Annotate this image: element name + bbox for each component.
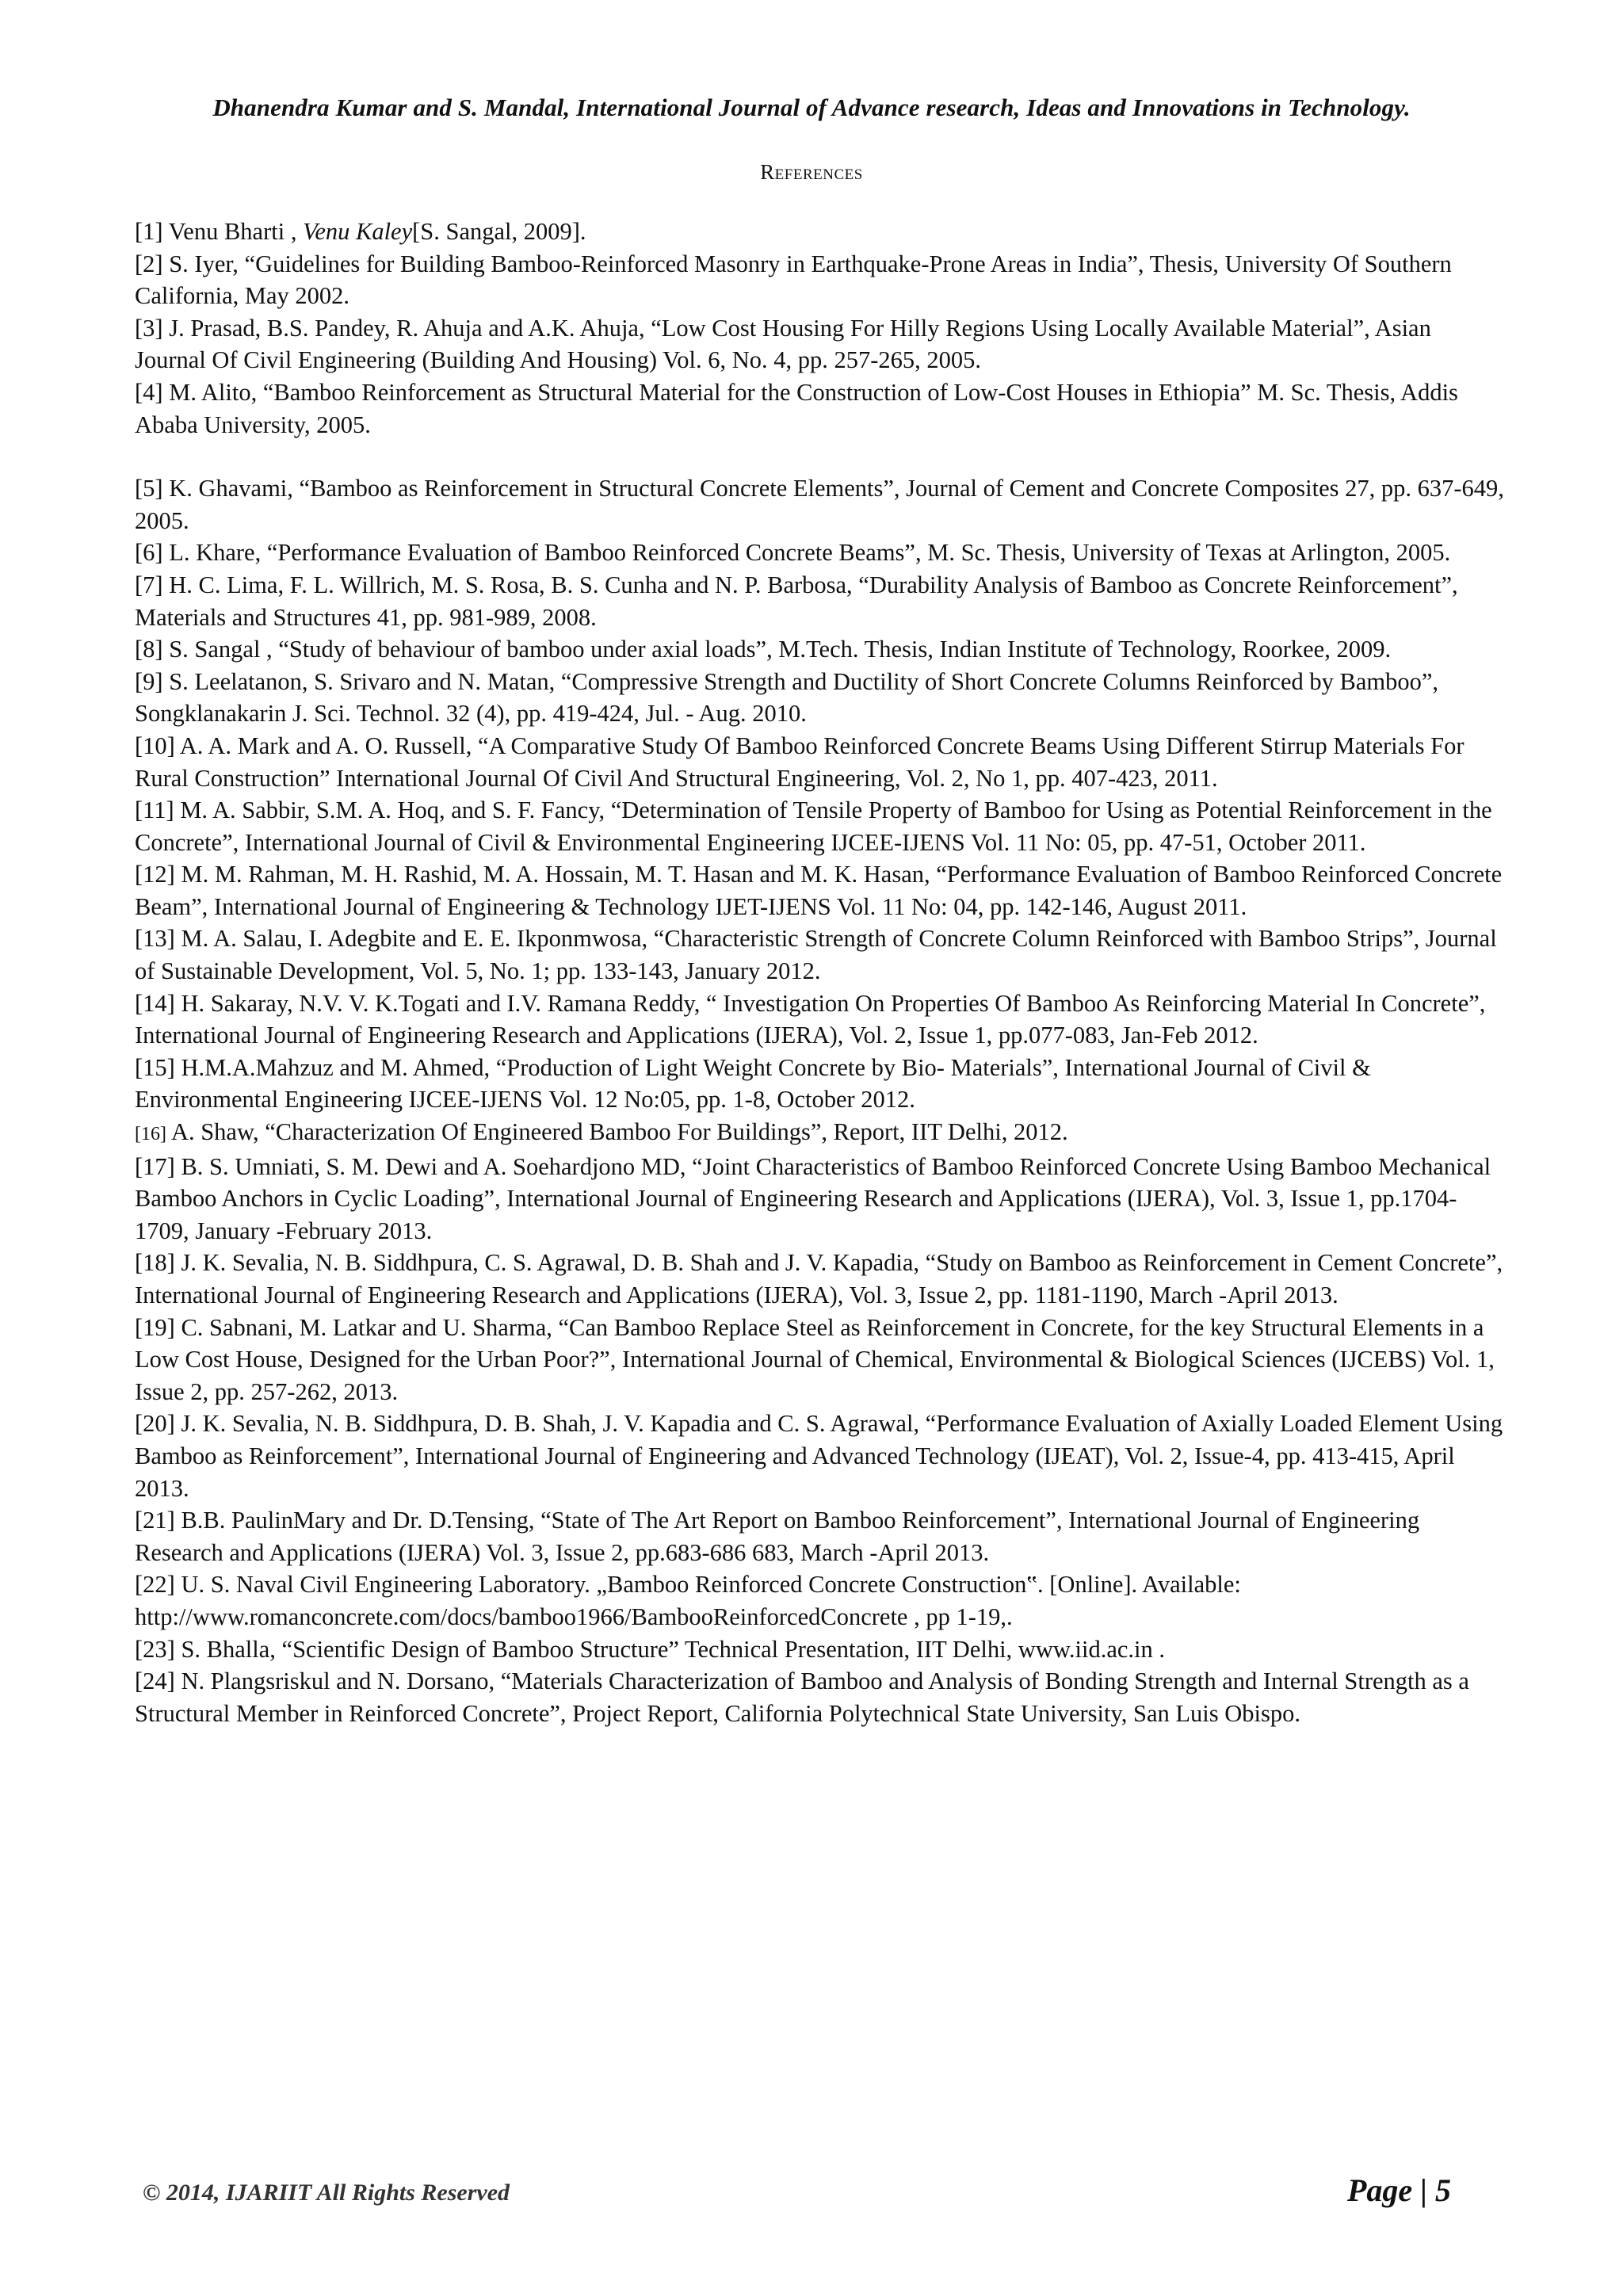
reference-number: [17] [135, 1152, 175, 1180]
copyright-footer: © 2014, IJARIIT All Rights Reserved [143, 2179, 510, 2206]
reference-number: [19] [135, 1313, 175, 1341]
reference-number: [6] [135, 539, 163, 567]
reference-italic: Venu Kaley [303, 218, 413, 245]
reference-number: [21] [135, 1507, 175, 1534]
reference-entry [135, 216, 1506, 248]
reference-text: M. M. Rahman, M. H. Rashid, M. A. Hossain, M. T. Hasan and M. K. Hasan, “Performance Evaluation of Bamboo Reinforced Concrete Beam”, International Journal of Engineering & Technology IJET-IJENS Vol. 11 No: 04, pp. 142-146, August 2011. [135, 861, 1503, 920]
reference-entry [135, 923, 1506, 987]
reference-entry [135, 1665, 1506, 1729]
reference-number: [14] [135, 989, 175, 1017]
reference-entry [135, 312, 1506, 376]
reference-text: H. C. Lima, F. L. Willrich, M. S. Rosa, B. S. Cunha and N. P. Barbosa, “Durability Analysis of Bamboo as Concrete Reinforcement”, Materials and Structures 41, pp. 981-989, 2008. [135, 571, 1458, 631]
reference-entry [135, 666, 1506, 730]
reference-entry [135, 1568, 1506, 1633]
reference-text: Venu Bharti , [168, 218, 304, 245]
reference-text: A. A. Mark and A. O. Russell, “A Comparative Study Of Bamboo Reinforced Concrete Beams Using Different Stirrup Materials For Rural Construction” International Journal Of Civil And Structural Engineering, Vol. 2, No 1, pp. 407-423, 2011. [135, 732, 1465, 792]
reference-number: [18] [135, 1249, 175, 1277]
reference-text: M. A. Salau, I. Adegbite and E. E. Ikponmwosa, “Characteristic Strength of Concrete Column Reinforced with Bamboo Strips”, Journal of Sustainable Development, Vol. 5, No. 1; pp. 133-143, January 2012. [135, 925, 1497, 985]
reference-entry [135, 1312, 1506, 1408]
reference-number: [12] [135, 861, 175, 888]
reference-text: U. S. Naval Civil Engineering Laboratory. „Bamboo Reinforced Concrete Construction‟. [Online]. Available: http://www.romanconcrete.com/docs/bamboo1966/BambooReinforcedConcrete , pp 1-19,. [135, 1571, 1241, 1630]
reference-entry [135, 1633, 1506, 1666]
reference-entry [135, 794, 1506, 858]
reference-entry [135, 858, 1506, 923]
reference-text: S. Iyer, “Guidelines for Building Bamboo-Reinforced Masonry in Earthquake-Prone Areas in India”, Thesis, University Of Southern California, May 2002. [135, 250, 1452, 310]
reference-number: [7] [135, 571, 163, 598]
reference-tail: [S. Sangal, 2009]. [412, 218, 586, 245]
reference-number: [3] [135, 314, 163, 342]
reference-number: [22] [135, 1571, 175, 1599]
reference-text: B. S. Umniati, S. M. Dewi and A. Soehardjono MD, “Joint Characteristics of Bamboo Reinforced Concrete Using Bamboo Mechanical Bamboo Anchors in Cyclic Loading”, International Journal of Engineering Research and Applications (IJERA), Vol. 3, Issue 1, pp.1704-1709, January -February 2013. [135, 1152, 1491, 1244]
reference-number: [9] [135, 667, 163, 695]
reference-text: H.M.A.Mahzuz and M. Ahmed, “Production of Light Weight Concrete by Bio- Materials”, International Journal of Civil & Environmental Engineering IJCEE-IJENS Vol. 12 No:05, pp. 1-8, October 2012. [135, 1053, 1371, 1114]
reference-number: [24] [135, 1668, 175, 1695]
reference-number: [13] [135, 925, 175, 953]
reference-text: M. Alito, “Bamboo Reinforcement as Structural Material for the Construction of Low-Cost Houses in Ethiopia” M. Sc. Thesis, Addis Ababa University, 2005. [135, 378, 1458, 438]
reference-text: H. Sakaray, N.V. V. K.Togati and I.V. Ramana Reddy, “ Investigation On Properties Of Bamboo As Reinforcing Material In Concrete”, International Journal of Engineering Research and Applications (IJERA), Vol. 2, Issue 1, pp.077-083, Jan-Feb 2012. [135, 989, 1486, 1049]
running-header: Dhanendra Kumar and S. Mandal, International Journal of Advance research, Ideas and Innovations in Technology. [212, 94, 1411, 121]
reference-text: S. Bhalla, “Scientific Design of Bamboo Structure” Technical Presentation, IIT Delhi, www.iid.ac.in . [181, 1635, 1166, 1663]
reference-text: K. Ghavami, “Bamboo as Reinforcement in Structural Concrete Elements”, Journal of Cement and Concrete Composites 27, pp. 637-649, 2005. [135, 475, 1504, 534]
reference-number: [20] [135, 1410, 175, 1438]
reference-number: [15] [135, 1053, 175, 1081]
reference-entry [135, 376, 1506, 441]
reference-entry [135, 1247, 1506, 1311]
reference-text: J. K. Sevalia, N. B. Siddhpura, D. B. Shah, J. V. Kapadia and C. S. Agrawal, “Performance Evaluation of Axially Loaded Element Using Bamboo as Reinforcement”, International Journal of Engineering and Advanced Technology (IJEAT), Vol. 2, Issue-4, pp. 413-415, April 2013. [135, 1410, 1503, 1502]
reference-entry [135, 1408, 1506, 1504]
reference-entry [135, 1116, 1506, 1151]
reference-text: C. Sabnani, M. Latkar and U. Sharma, “Can Bamboo Replace Steel as Reinforcement in Concrete, for the key Structural Elements in a Low Cost House, Designed for the Urban Poor?”, International Journal of Chemical, Environmental & Biological Sciences (IJCEBS) Vol. 1, Issue 2, pp. 257-262, 2013. [135, 1313, 1495, 1405]
reference-text: N. Plangsriskul and N. Dorsano, “Materials Characterization of Bamboo and Analysis of Bonding Strength and Internal Strength as a Structural Member in Reinforced Concrete”, Project Report, California Polytechnical State University, San Luis Obispo. [135, 1668, 1469, 1727]
reference-text: A. Shaw, “Characterization Of Engineered Bamboo For Buildings”, Report, IIT Delhi, 2012. [170, 1118, 1068, 1146]
reference-text: S. Sangal , “Study of behaviour of bamboo under axial loads”, M.Tech. Thesis, Indian Institute of Technology, Roorkee, 2009. [169, 636, 1392, 663]
reference-entry [135, 1504, 1506, 1568]
page-number: Page | 5 [1347, 2172, 1451, 2208]
reference-entry [135, 730, 1506, 794]
reference-entry [135, 472, 1506, 537]
reference-number: [8] [135, 636, 163, 663]
reference-number: [16] [135, 1124, 166, 1145]
reference-number: [10] [135, 732, 175, 759]
reference-text: J. K. Sevalia, N. B. Siddhpura, C. S. Agrawal, D. B. Shah and J. V. Kapadia, “Study on Bamboo as Reinforcement in Cement Concrete”, International Journal of Engineering Research and Applications (IJERA), Vol. 3, Issue 2, pp. 1181-1190, March -April 2013. [135, 1249, 1503, 1308]
reference-number: [5] [135, 475, 163, 502]
reference-entry [135, 569, 1506, 633]
reference-text: B.B. PaulinMary and Dr. D.Tensing, “State of The Art Report on Bamboo Reinforcement”, International Journal of Engineering Research and Applications (IJERA) Vol. 3, Issue 2, pp.683-686 683, March -April 2013. [135, 1507, 1420, 1566]
reference-number: [2] [135, 250, 163, 277]
reference-entry [135, 988, 1506, 1052]
section-title: References [760, 160, 863, 184]
reference-text: M. A. Sabbir, S.M. A. Hoq, and S. F. Fancy, “Determination of Tensile Property of Bamboo for Using as Potential Reinforcement in the Concrete”, International Journal of Civil & Environmental Engineering IJCEE-IJENS Vol. 11 No: 05, pp. 47-51, October 2011. [135, 797, 1492, 856]
reference-text: J. Prasad, B.S. Pandey, R. Ahuja and A.K. Ahuja, “Low Cost Housing For Hilly Regions Using Locally Available Material”, Asian Journal Of Civil Engineering (Building And Housing) Vol. 6, No. 4, pp. 257-265, 2005. [135, 314, 1431, 374]
reference-text: L. Khare, “Performance Evaluation of Bamboo Reinforced Concrete Beams”, M. Sc. Thesis, University of Texas at Arlington, 2005. [169, 539, 1451, 567]
reference-entry [135, 537, 1506, 569]
reference-number: [23] [135, 1635, 175, 1663]
reference-list [135, 216, 1506, 1729]
reference-text: S. Leelatanon, S. Srivaro and N. Matan, “Compressive Strength and Ductility of Short Concrete Columns Reinforced by Bamboo”, Songklanakarin J. Sci. Technol. 32 (4), pp. 419-424, Jul. - Aug. 2010. [135, 667, 1439, 728]
reference-number: [1] [135, 218, 163, 245]
reference-entry [135, 1151, 1506, 1247]
reference-entry [135, 633, 1506, 666]
reference-number: [4] [135, 378, 163, 406]
reference-entry [135, 1052, 1506, 1116]
reference-entry [135, 248, 1506, 312]
reference-number: [11] [135, 797, 174, 824]
